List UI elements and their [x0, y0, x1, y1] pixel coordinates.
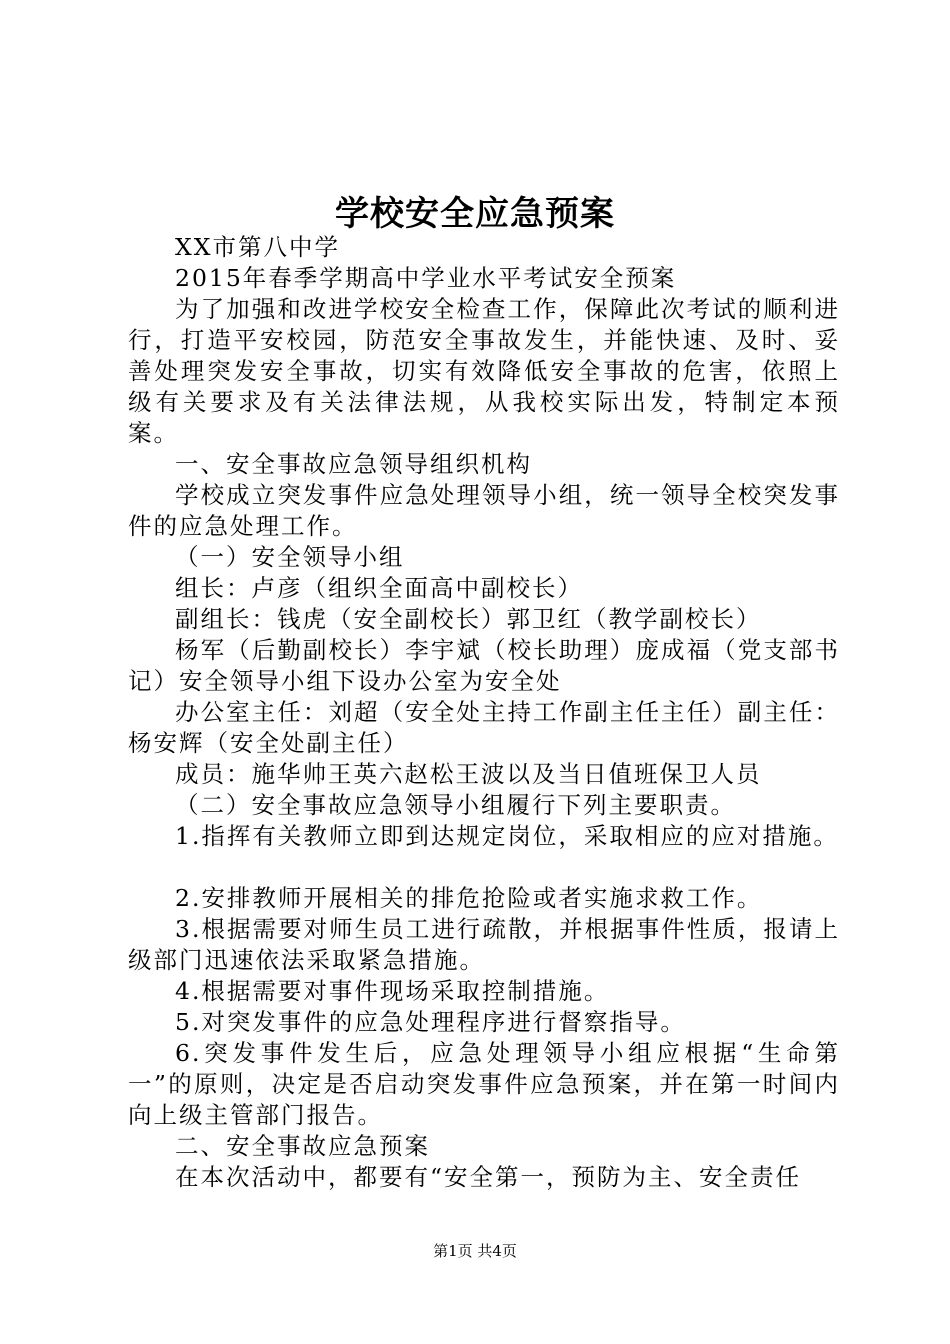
paragraph: 办公室主任：刘超（安全处主持工作副主任主任）副主任：杨安辉（安全处副主任）	[128, 698, 840, 757]
list-item: 3.根据需要对师生员工进行疏散，并根据事件性质，报请上级部门迅速依法采取紧急措施。	[128, 915, 840, 974]
section-heading: 一、安全事故应急领导组织机构	[175, 450, 532, 478]
list-item: 4.根据需要对事件现场采取控制措施。	[175, 977, 610, 1005]
paragraph: 组长：卢彦（组织全面高中副校长）	[175, 574, 583, 602]
list-item: 1.指挥有关教师立即到达规定岗位，采取相应的应对措施。	[175, 822, 839, 850]
paragraph: 学校成立突发事件应急处理领导小组，统一领导全校突发事件的应急处理工作。	[128, 481, 840, 540]
section-heading: 二、安全事故应急预案	[175, 1132, 430, 1160]
paragraph: XX市第八中学	[175, 233, 340, 261]
paragraph: 为了加强和改进学校安全检查工作，保障此次考试的顺利进行，打造平安校园，防范安全事故发生，并能快速、及时、妥善处理突发安全事故，切实有效降低安全事故的危害，依照上级有关要求及有关法律法规，从我校实际出发，特制定本预案。	[128, 295, 840, 447]
paragraph: 在本次活动中，都要有“安全第一，预防为主、安全责任	[175, 1163, 802, 1191]
list-item: 2.安排教师开展相关的排危抢险或者实施求救工作。	[175, 884, 763, 912]
paragraph: 副组长：钱虎（安全副校长）郭卫红（教学副校长）	[175, 605, 762, 633]
list-item: 5.对突发事件的应急处理程序进行督察指导。	[175, 1008, 686, 1036]
document-body	[128, 232, 840, 1193]
paragraph: 杨军（后勤副校长）李宇斌（校长助理）庞成福（党支部书记）安全领导小组下设办公室为安全处	[128, 636, 840, 695]
subsection-heading: （一）安全领导小组	[175, 543, 405, 571]
subsection-heading: （二）安全事故应急领导小组履行下列主要职责。	[175, 791, 736, 819]
paragraph: 2015年春季学期高中学业水平考试安全预案	[175, 264, 677, 292]
paragraph: 成员：施华帅王英六赵松王波以及当日值班保卫人员	[175, 760, 762, 788]
page-footer: 第1页 共4页	[433, 1242, 517, 1260]
list-item: 6.突发事件发生后，应急处理领导小组应根据“生命第一”的原则，决定是否启动突发事件应急预案，并在第一时间内向上级主管部门报告。	[128, 1039, 840, 1129]
page-title: 学校安全应急预案	[335, 194, 615, 234]
